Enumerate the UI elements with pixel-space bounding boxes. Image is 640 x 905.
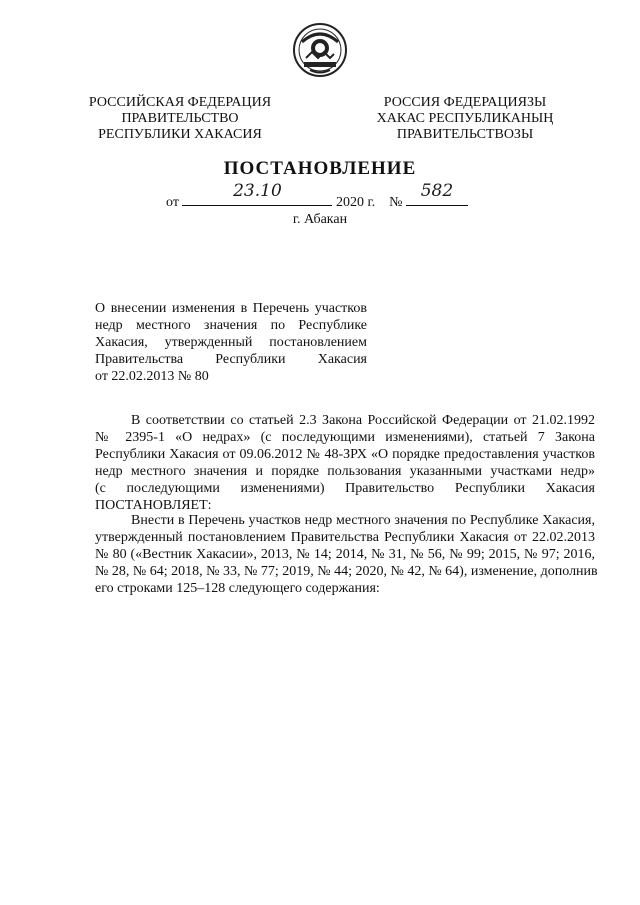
paragraph-line: недр местного значения и порядке пользования указанными участками недр» <box>95 464 595 479</box>
date-prefix: от <box>166 195 179 210</box>
paragraph-line: утвержденный постановлением Правительства Республики Хакасия от 22.02.2013 <box>95 530 595 545</box>
document-title: ПОСТАНОВЛЕНИЕ <box>223 158 417 179</box>
date-line <box>166 181 468 211</box>
header-left <box>70 95 290 143</box>
document-subject <box>95 300 367 385</box>
subject-line: от 22.02.2013 № 80 <box>95 369 209 384</box>
header-left-line: РОССИЙСКАЯ ФЕДЕРАЦИЯ <box>88 95 272 110</box>
paragraph-preamble <box>95 412 595 514</box>
header-left-line: ПРАВИТЕЛЬСТВО <box>121 111 239 126</box>
header-right <box>350 95 580 143</box>
date-year: 2020 г. <box>335 195 376 210</box>
subject-line: недр местного значения по Республике <box>95 318 367 333</box>
paragraph-line: (с последующими изменениями) Правительство Республики Хакасия <box>95 481 595 496</box>
paragraph-line: № 80 («Вестник Хакасии», 2013, № 14; 2014, № 31, № 56, № 99; 2015, № 97; 2016, <box>95 547 595 562</box>
subject-line: Хакасия, утвержденный постановлением <box>95 335 367 350</box>
number-sign: № <box>389 195 403 210</box>
header-left-line: РЕСПУБЛИКИ ХАКАСИЯ <box>98 127 262 142</box>
header-right-line: РОССИЯ ФЕДЕРАЦИЯЗЫ <box>383 95 547 110</box>
handwritten-number: 582 <box>420 181 454 201</box>
date-blank <box>182 181 332 206</box>
paragraph-line: Внести в Перечень участков недр местного значения по Республике Хакасия, <box>131 513 595 528</box>
paragraph-line: Республики Хакасия от 09.06.2012 № 48-ЗРХ «О порядке предоставления участков <box>95 447 595 462</box>
paragraph-line: № 2395-1 «О недрах» (с последующими изменениями), статьей 7 Закона <box>95 430 595 445</box>
paragraph-line: ПОСТАНОВЛЯЕТ: <box>95 498 212 513</box>
paragraph-decision <box>95 512 598 597</box>
subject-line: О внесении изменения в Перечень участков <box>95 301 367 316</box>
header-right-line: ХАКАС РЕСПУБЛИКАНЫҢ <box>376 111 554 126</box>
header-right-line: ПРАВИТЕЛЬСТВОЗЫ <box>396 127 534 142</box>
city: г. Абакан <box>292 212 348 227</box>
paragraph-line: В соответствии со статьей 2.3 Закона Российской Федерации от 21.02.1992 <box>131 413 595 428</box>
number-blank <box>406 181 468 206</box>
handwritten-date: 23.10 <box>233 181 282 201</box>
subject-line: Правительства Республики Хакасия <box>95 352 367 367</box>
paragraph-line: № 28, № 64; 2018, № 33, № 77; 2019, № 44; 2020, № 42, № 64), изменение, дополнив <box>95 564 598 579</box>
coat-of-arms-emblem <box>292 22 348 78</box>
paragraph-line: его строками 125–128 следующего содержания: <box>95 581 380 596</box>
